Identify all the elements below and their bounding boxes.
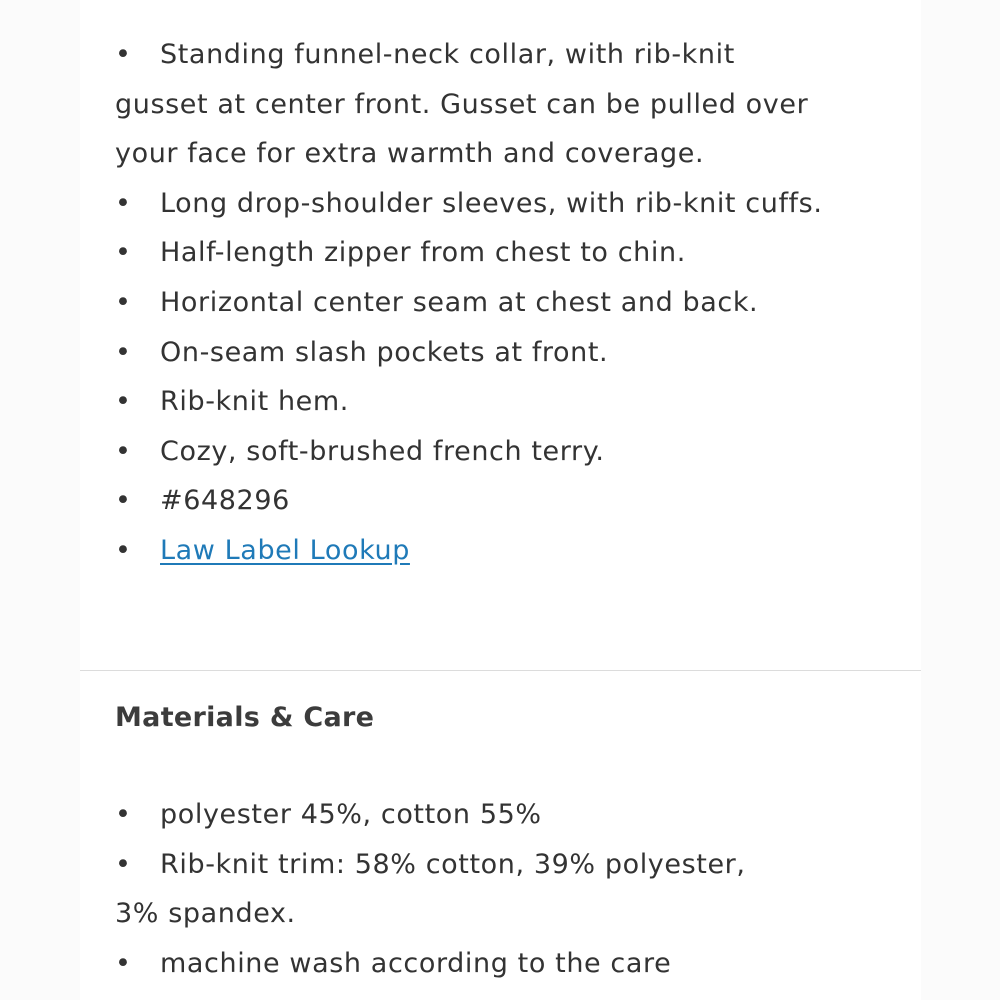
item-text: gusset at center front. Gusset can be pulled over: [115, 88, 809, 120]
list-item: [115, 328, 895, 378]
section-divider: [80, 670, 921, 671]
list-item: [115, 179, 895, 229]
list-item: [115, 278, 895, 328]
bullet: •: [115, 947, 132, 979]
item-text: 3% spandex.: [115, 898, 296, 930]
item-text: Standing funnel-neck collar, with rib-knit: [160, 39, 735, 70]
item-text: Long drop-shoulder sleeves, with rib-knit cuffs.: [160, 187, 823, 219]
list-item: [115, 840, 895, 939]
list-item: [115, 939, 895, 989]
list-item: [115, 30, 895, 179]
list-item: [115, 377, 895, 427]
bullet: •: [115, 386, 132, 418]
item-text: Rib-knit trim: 58% cotton, 39% polyester,: [160, 848, 746, 880]
bullet: •: [115, 237, 132, 269]
bullet: •: [115, 799, 132, 830]
product-details-card: [80, 0, 921, 1000]
bullet: •: [115, 435, 132, 467]
bullet: •: [115, 187, 132, 219]
list-item: [115, 228, 895, 278]
product-details-list: [115, 30, 895, 576]
item-text: machine wash according to the care: [160, 947, 672, 979]
list-item: [115, 790, 895, 840]
bullet: •: [115, 485, 132, 517]
materials-care-list: [115, 790, 895, 988]
list-item: [115, 526, 895, 576]
item-text: On-seam slash pockets at front.: [160, 336, 609, 368]
list-item: [115, 427, 895, 477]
bullet: •: [115, 534, 132, 566]
item-text: Rib-knit hem.: [160, 386, 349, 418]
item-text: your face for extra warmth and coverage.: [115, 138, 705, 170]
bullet: •: [115, 39, 132, 70]
item-text: Cozy, soft-brushed french terry.: [160, 435, 605, 467]
item-text: Half-length zipper from chest to chin.: [160, 237, 686, 269]
item-text: Horizontal center seam at chest and back.: [160, 286, 759, 318]
item-number: #648296: [160, 485, 290, 517]
bullet: •: [115, 336, 132, 368]
list-item: [115, 476, 895, 526]
materials-care-heading: Materials & Care: [115, 702, 375, 733]
bullet: •: [115, 848, 132, 880]
law-label-lookup-link[interactable]: Law Label Lookup: [160, 534, 410, 566]
item-text: polyester 45%, cotton 55%: [160, 799, 542, 830]
bullet: •: [115, 286, 132, 318]
